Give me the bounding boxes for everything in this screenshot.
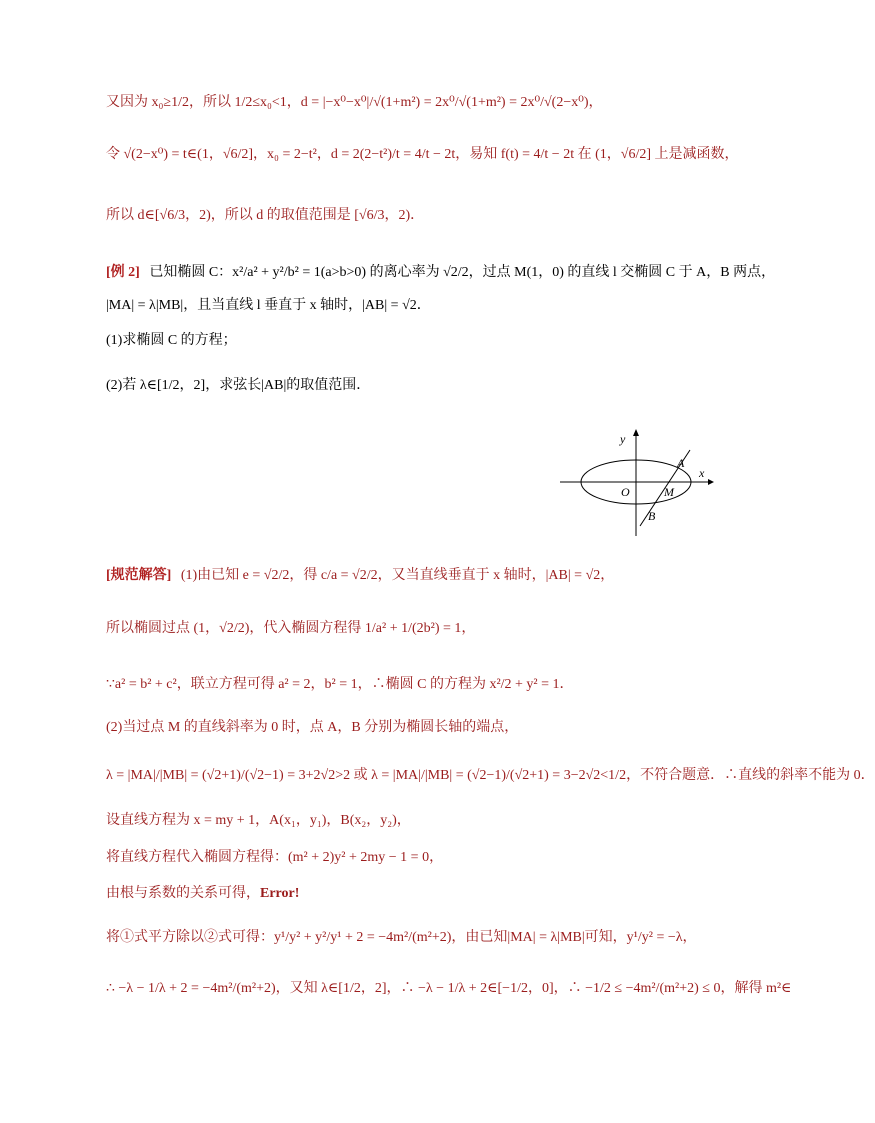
text-line: 将①式平方除以②式可得：y¹/y² + y²/y¹ + 2 = −4m²/(m²+2)，由已知|MA| = λ|MB|可知，y¹/y² = −λ， <box>106 930 697 945</box>
ellipse-figure <box>556 426 716 538</box>
solution-line <box>106 567 614 585</box>
solution-tag: [规范解答] <box>106 568 172 583</box>
text-line: 所以 d∈[√6/3，2)，所以 d 的取值范围是 [√6/3，2)． <box>106 208 425 223</box>
text-line: 令 √(2−x⁰) = t∈(1，√6/2]，x₀ = 2−t²，d = 2(2−t²)/t = 4/t − 2t，易知 f(t) = 4/t − 2t 在 (1，√6/2] 上是减函数， <box>106 147 739 162</box>
problem-line: |MA| = λ|MB|，且当直线 l 垂直于 x 轴时，|AB| = √2． <box>106 298 431 313</box>
text-line: 设直线方程为 x = my + 1，A(x₁，y₁)，B(x₂，y₂)， <box>106 813 411 828</box>
text-line: 所以椭圆过点 (1，√2/2)，代入椭圆方程得 1/a² + 1/(2b²) = 1， <box>106 621 476 636</box>
solution-text: (1)由已知 e = √2/2，得 c/a = √2/2，又当直线垂直于 x 轴时，|AB| = √2， <box>180 568 615 583</box>
text-span: 由根与系数的关系可得， <box>106 886 260 901</box>
text-line: 又因为 x₀≥1/2，所以 1/2≤x₀<1，d = |−x⁰−x⁰|/√(1+m²) = 2x⁰/√(1+m²) = 2x⁰/√(2−x⁰)， <box>106 95 603 110</box>
origin-label: O <box>621 485 630 499</box>
text-line: λ = |MA|/|MB| = (√2+1)/(√2−1) = 3+2√2>2 或 λ = |MA|/|MB| = (√2−1)/(√2+1) = 3−2√2<1/2，不符合题意．∴直线的斜率不能为 0． <box>106 768 875 783</box>
point-a-label: A <box>677 456 685 470</box>
text-line: ∴ −λ − 1/λ + 2 = −4m²/(m²+2)，又知 λ∈[1/2，2]，∴ −λ − 1/λ + 2∈[−1/2，0]，∴ −1/2 ≤ −4m²/(m²+2) ≤ 0，解得 m²∈ <box>106 981 792 996</box>
example-tag: [例 2] <box>106 265 140 280</box>
x-axis-label: x <box>699 466 705 480</box>
text-line: (2)当过点 M 的直线斜率为 0 时，点 A，B 分别为椭圆长轴的端点， <box>106 720 519 735</box>
y-axis-label: y <box>620 432 626 446</box>
point-m-label: M <box>664 485 674 499</box>
question-2: (2)若 λ∈[1/2，2]，求弦长|AB|的取值范围． <box>106 378 371 393</box>
text-line: ∵a² = b² + c²，联立方程可得 a² = 2，b² = 1，∴椭圆 C 的方程为 x²/2 + y² = 1． <box>106 677 574 692</box>
text-line <box>106 885 299 903</box>
error-text: Error! <box>260 886 300 901</box>
text-line: 将直线方程代入椭圆方程得：(m² + 2)y² + 2my − 1 = 0， <box>106 850 444 865</box>
problem-line <box>106 264 775 282</box>
problem-text: 已知椭圆 C：x²/a² + y²/b² = 1(a>b>0) 的离心率为 √2/2，过点 M(1，0) 的直线 l 交椭圆 C 于 A，B 两点， <box>149 265 776 280</box>
point-b-label: B <box>648 509 656 523</box>
question-1: (1)求椭圆 C 的方程； <box>106 333 237 348</box>
